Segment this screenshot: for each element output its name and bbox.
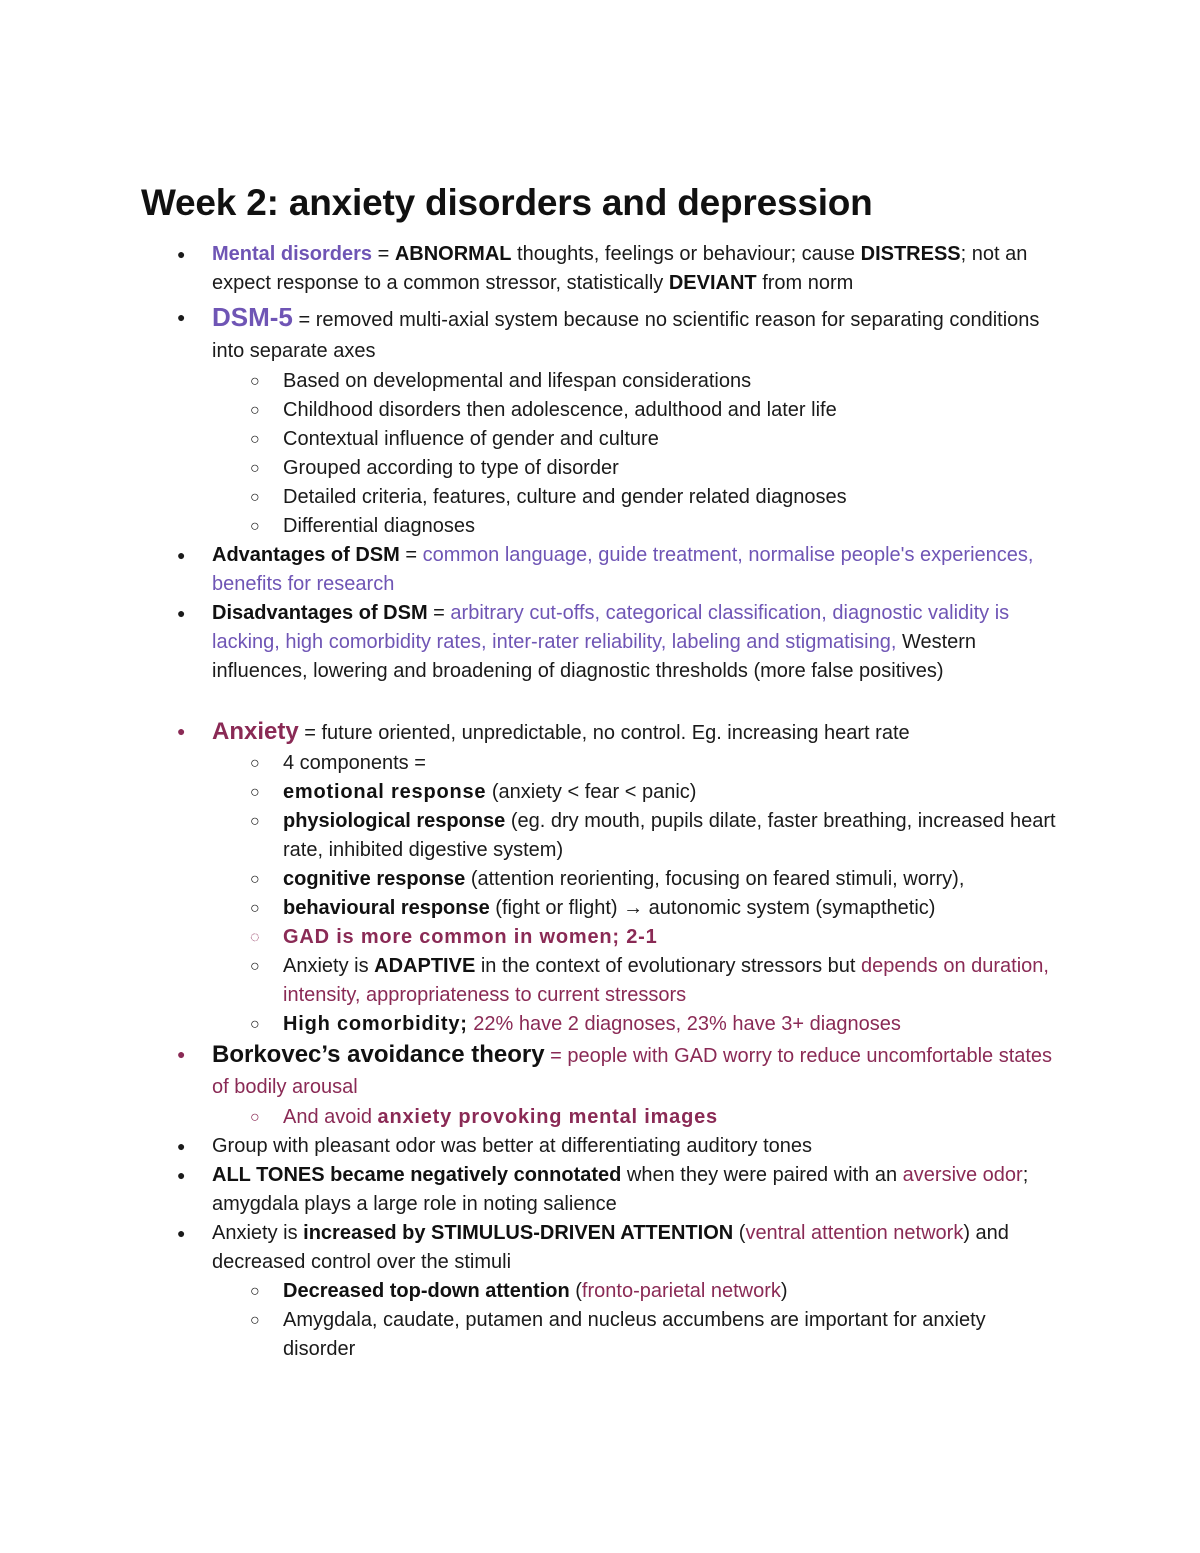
text: Based on developmental and lifespan considerations [283, 370, 752, 392]
list-item [0, 1010, 1063, 1039]
text: ) and decreased control over the stimuli [212, 1222, 1009, 1273]
list-item [0, 425, 1063, 454]
list-item [0, 749, 1063, 778]
list-item [0, 1039, 1062, 1103]
list-item [0, 807, 1063, 865]
bullet-icon: ○ [250, 1312, 260, 1329]
text: depends on duration, intensity, appropriateness to current stressors [283, 955, 1049, 1006]
text: (anxiety < fear < panic) [486, 781, 697, 803]
list-item [0, 716, 1062, 749]
text: arbitrary cut-offs, categorical classification, diagnostic validity is lacking, high comorbidity rates, inter-rater reliability, labeling and stigmatising, [212, 602, 1010, 653]
text: from norm [756, 272, 854, 294]
list-item [0, 894, 1063, 923]
list-item [0, 952, 1063, 1010]
bullet-icon: ○ [250, 431, 260, 448]
term-advantages-dsm: Advantages of DSM [212, 544, 400, 566]
list-item [0, 599, 1062, 686]
list-item [0, 483, 1063, 512]
bullet-icon: ○ [250, 813, 260, 830]
text: Anxiety is [283, 955, 375, 977]
bullet-icon: ● [177, 547, 186, 563]
text: = removed multi-axial system because no scientific reason for separating conditions into separate axes [212, 309, 1040, 362]
list-item [0, 1103, 1063, 1132]
text: Group with pleasant odor was better at differentiating auditory tones [212, 1135, 812, 1157]
text: ( [733, 1222, 746, 1244]
text: aversive odor [902, 1164, 1023, 1186]
text: Grouped according to type of disorder [283, 457, 619, 479]
list-item [0, 367, 1063, 396]
text: 4 components = [283, 752, 426, 774]
bullet-icon: ● [177, 1225, 186, 1241]
bullet-icon: ◌ [250, 929, 260, 946]
bullet-icon: ○ [250, 460, 260, 477]
text: (fight or flight) → autonomic system (symapthetic) [489, 897, 936, 919]
bullet-icon: ○ [250, 900, 260, 917]
text: Contextual influence of gender and culture [283, 428, 659, 450]
term-borkovec: Borkovec’s avoidance theory [212, 1041, 545, 1068]
bullet-icon: ● [177, 1046, 186, 1062]
bullet-icon: ○ [250, 373, 260, 390]
list-item [0, 240, 1062, 298]
text: emotional response [283, 781, 487, 803]
bullet-icon: ● [177, 246, 186, 262]
text: Anxiety is [212, 1222, 304, 1244]
text: High comorbidity; [283, 1013, 468, 1035]
list-item [0, 1277, 1063, 1306]
text: when they were paired with an [621, 1164, 903, 1186]
bullet-icon: ○ [250, 1016, 260, 1033]
text: = [427, 602, 451, 624]
term-anxiety: Anxiety [212, 718, 299, 745]
notes-list [0, 240, 1200, 1364]
text: anxiety provoking mental images [377, 1106, 718, 1128]
text: Differential diagnoses [283, 515, 475, 537]
text: (eg. dry mouth, pupils dilate, faster breathing, increased heart rate, inhibited digestive system) [283, 810, 1056, 861]
bullet-icon: ● [177, 309, 186, 325]
text: Western influences, lowering and broadening of diagnostic thresholds (more false positives) [212, 631, 977, 682]
text: ) [780, 1280, 788, 1302]
bullet-icon: ● [177, 1167, 186, 1183]
bullet-icon: ○ [250, 1109, 260, 1126]
bullet-icon: ○ [250, 958, 260, 975]
text: = future oriented, unpredictable, no control. Eg. increasing heart rate [298, 722, 910, 744]
text: ventral attention network [745, 1222, 964, 1244]
text: ; amygdala plays a large role in noting salience [212, 1164, 1029, 1215]
text: behavioural response [283, 897, 490, 919]
text: increased by STIMULUS-DRIVEN ATTENTION [303, 1222, 734, 1244]
list-item [0, 541, 1062, 599]
text: ; not an expect response to a common stressor, statistically [212, 243, 1028, 294]
bullet-icon: ● [177, 723, 186, 739]
text: ALL TONES became negatively connotated [212, 1164, 622, 1186]
text: Decreased top-down attention [283, 1280, 570, 1302]
text: Amygdala, caudate, putamen and nucleus accumbens are important for anxiety disorder [283, 1309, 986, 1360]
bullet-icon: ○ [250, 871, 260, 888]
text: ( [569, 1280, 582, 1302]
term-disadvantages-dsm: Disadvantages of DSM [212, 602, 428, 624]
bullet-icon: ○ [250, 402, 260, 419]
bullet-icon: ● [177, 1138, 186, 1154]
list-item [0, 1132, 1062, 1161]
list-item [0, 778, 1063, 807]
list-item [0, 1219, 1062, 1277]
text: DEVIANT [668, 272, 757, 294]
list-item [0, 302, 1062, 367]
term-dsm5: DSM-5 [212, 302, 293, 332]
list-item [0, 512, 1063, 541]
list-item [0, 454, 1063, 483]
bullet-icon: ○ [250, 755, 260, 772]
text: physiological response [283, 810, 506, 832]
text: Childhood disorders then adolescence, adulthood and later life [283, 399, 837, 421]
text: ADAPTIVE [374, 955, 476, 977]
term-mental-disorders: Mental disorders [212, 243, 373, 265]
spacer [0, 686, 1200, 716]
text: DISTRESS [860, 243, 961, 265]
text: And avoid [283, 1106, 378, 1128]
bullet-icon: ● [177, 605, 186, 621]
text: 22% have 2 diagnoses, 23% have 3+ diagnoses [467, 1013, 901, 1035]
list-item [0, 865, 1063, 894]
text: Detailed criteria, features, culture and gender related diagnoses [283, 486, 847, 508]
text: in the context of evolutionary stressors but [475, 955, 862, 977]
text: = [399, 544, 423, 566]
bullet-icon: ○ [250, 1283, 260, 1300]
text: (attention reorienting, focusing on feared stimuli, worry), [465, 868, 965, 890]
text: GAD is more common in women; 2-1 [283, 926, 658, 948]
text: cognitive response [283, 868, 466, 890]
text: fronto-parietal network [581, 1280, 781, 1302]
text: = people with GAD worry to reduce uncomfortable states of bodily arousal [212, 1045, 1053, 1098]
bullet-icon: ○ [250, 784, 260, 801]
list-item [0, 923, 1063, 952]
list-item [0, 1161, 1062, 1219]
list-item [0, 396, 1063, 425]
text: thoughts, feelings or behaviour; cause [511, 243, 861, 265]
text: ABNORMAL [394, 243, 512, 265]
text: common language, guide treatment, normalise people's experiences, benefits for research [212, 544, 1034, 595]
text: = [372, 243, 395, 265]
list-item [0, 1306, 1063, 1364]
bullet-icon: ○ [250, 518, 260, 535]
bullet-icon: ○ [250, 489, 260, 506]
page-title: Week 2: anxiety disorders and depression [141, 182, 873, 223]
